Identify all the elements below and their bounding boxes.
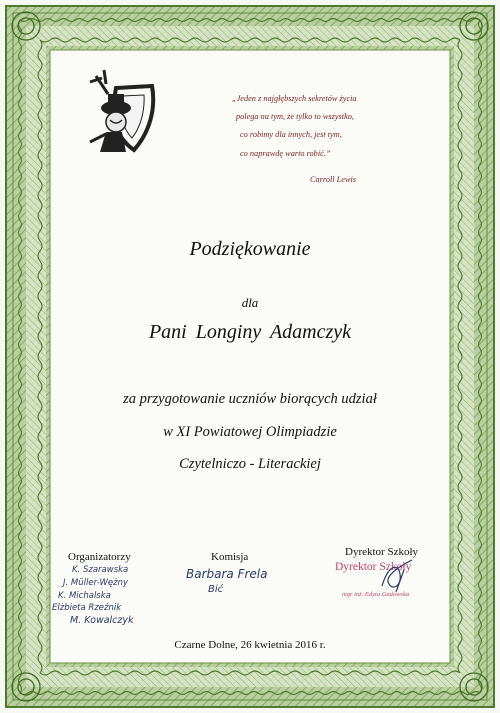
place-and-date: Czarne Dolne, 26 kwietnia 2016 r. (174, 639, 326, 651)
quote-author: Carroll Lewis (310, 175, 357, 184)
director-signature-scribble (378, 556, 418, 596)
organizer-signature: J. Müller-Wężny (63, 578, 129, 588)
organizer-signature: Elżbieta Rzeźnik (52, 603, 122, 613)
organizer-signature: M. Kowalczyk (70, 615, 134, 626)
school-logo (82, 68, 162, 158)
epigraph-quote (232, 90, 362, 163)
director-stamp-name: mgr inż. Edyta Gadowska (342, 591, 410, 598)
reason-line: za przygotowanie uczniów biorących udział (123, 391, 377, 407)
quote-line: polega na tym, że tylko to wszystko, (236, 112, 354, 122)
commission-signature: Barbara Frela (186, 567, 268, 581)
reason-line: Czytelniczo - Literackiej (179, 456, 321, 472)
reason-line: w XI Powiatowej Olimpiadzie (163, 424, 337, 440)
quote-line: co robimy dla innych, jest tym, (240, 130, 342, 140)
organizers-label: Organizatorzy (68, 551, 131, 563)
organizer-signature: K. Szarawska (72, 565, 129, 575)
certificate-title: Podziękowanie (189, 238, 311, 260)
recipient-name: Pani Longiny Adamczyk (148, 321, 352, 343)
organizer-signature: K. Michalska (58, 591, 111, 601)
director-label: Dyrektor Szkoły (345, 546, 419, 558)
director-stamp: Dyrektor Szkoły (335, 561, 412, 573)
for-label: dla (241, 295, 259, 310)
quote-line: co naprawdę warto robić.” (240, 148, 331, 158)
commission-signature: Bić (208, 584, 224, 595)
commission-label: Komisja (211, 551, 249, 563)
quote-line: „Jeden z najgłębszych sekretów życia (232, 94, 357, 103)
